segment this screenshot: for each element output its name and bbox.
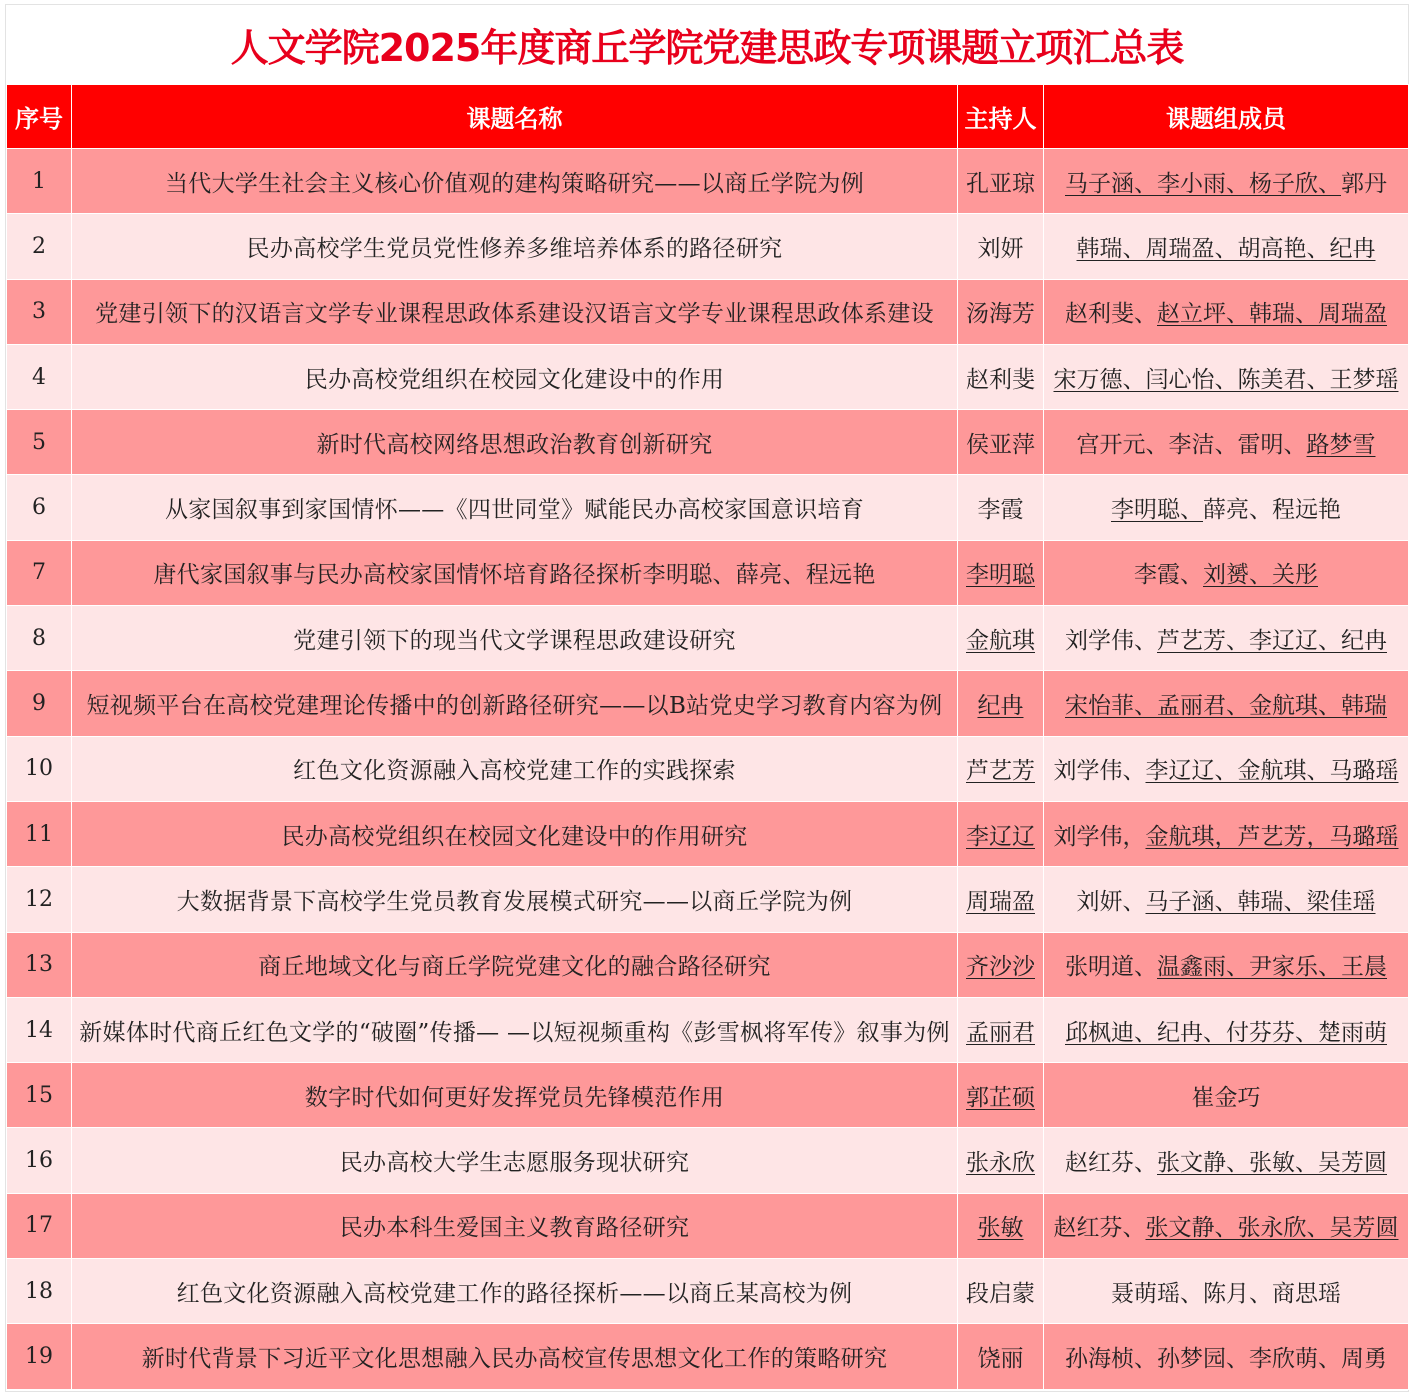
table-row bbox=[7, 214, 1409, 279]
members-plain: 刘学伟， bbox=[1053, 823, 1146, 850]
cell-no: 19 bbox=[7, 1324, 72, 1389]
cell-members bbox=[1044, 671, 1409, 736]
table-header-row bbox=[7, 85, 1409, 149]
host-name: 芦艺芳 bbox=[966, 758, 1035, 785]
cell-no: 3 bbox=[7, 279, 72, 344]
members-plain: 聂萌瑶、陈月、商思瑶 bbox=[1111, 1280, 1341, 1307]
table-row bbox=[7, 149, 1409, 214]
cell-title: 民办本科生爱国主义教育路径研究 bbox=[72, 1193, 958, 1258]
members-plain: 崔金巧 bbox=[1191, 1084, 1261, 1111]
members-plain: 赵红芬、 bbox=[1053, 1215, 1146, 1242]
cell-members bbox=[1044, 1259, 1409, 1324]
host-name: 李霞 bbox=[977, 497, 1024, 524]
cell-no: 14 bbox=[7, 997, 72, 1062]
table-row bbox=[7, 1324, 1409, 1389]
cell-no: 17 bbox=[7, 1193, 72, 1258]
cell-host bbox=[958, 736, 1044, 801]
table-row bbox=[7, 932, 1409, 997]
cell-no: 11 bbox=[7, 801, 72, 866]
cell-title: 短视频平台在高校党建理论传播中的创新路径研究——以B站党史学习教育内容为例 bbox=[72, 671, 958, 736]
host-name: 李辽辽 bbox=[966, 823, 1035, 850]
members-tail: 郭丹 bbox=[1341, 170, 1387, 197]
members-underlined: 温鑫雨、尹家乐、王晨 bbox=[1157, 954, 1387, 981]
cell-no: 8 bbox=[7, 606, 72, 671]
cell-members bbox=[1044, 344, 1409, 409]
host-name: 侯亚萍 bbox=[966, 431, 1035, 458]
host-name: 纪冉 bbox=[977, 693, 1024, 720]
cell-no: 15 bbox=[7, 1063, 72, 1128]
cell-no: 9 bbox=[7, 671, 72, 736]
table-row bbox=[7, 410, 1409, 475]
members-underlined: 李辽辽、金航琪、马璐瑶 bbox=[1145, 758, 1399, 785]
host-name: 李明聪 bbox=[966, 562, 1035, 589]
cell-host bbox=[958, 801, 1044, 866]
members-tail: 薛亮、程远艳 bbox=[1203, 497, 1341, 524]
members-underlined: 宋怡菲、孟丽君、金航琪、韩瑞 bbox=[1065, 693, 1387, 720]
cell-members bbox=[1044, 932, 1409, 997]
members-plain: 刘学伟、 bbox=[1065, 627, 1157, 654]
cell-no: 18 bbox=[7, 1259, 72, 1324]
cell-members bbox=[1044, 475, 1409, 540]
cell-members bbox=[1044, 279, 1409, 344]
header-no: 序号 bbox=[7, 85, 72, 149]
header-title: 课题名称 bbox=[72, 85, 958, 149]
cell-title: 民办高校党组织在校园文化建设中的作用研究 bbox=[72, 801, 958, 866]
cell-members bbox=[1044, 801, 1409, 866]
members-underlined: 马子涵、韩瑞、梁佳瑶 bbox=[1145, 888, 1376, 915]
members-underlined: 宋万德、闫心怡、陈美君、王梦瑶 bbox=[1053, 366, 1399, 393]
members-underlined: 芦艺芳、李辽辽、纪冉 bbox=[1157, 627, 1387, 654]
host-name: 金航琪 bbox=[966, 627, 1035, 654]
cell-title: 从家国叙事到家国情怀——《四世同堂》赋能民办高校家国意识培育 bbox=[72, 475, 958, 540]
members-plain: 宫开元、李洁、雷明、 bbox=[1076, 431, 1307, 458]
members-underlined: 张文静、张敏、吴芳圆 bbox=[1157, 1150, 1387, 1177]
cell-no: 1 bbox=[7, 149, 72, 214]
cell-title: 新时代背景下习近平文化思想融入民办高校宣传思想文化工作的策略研究 bbox=[72, 1324, 958, 1389]
cell-no: 16 bbox=[7, 1128, 72, 1193]
cell-host bbox=[958, 1259, 1044, 1324]
cell-host bbox=[958, 279, 1044, 344]
table-body bbox=[7, 149, 1409, 1390]
cell-members bbox=[1044, 1128, 1409, 1193]
cell-members bbox=[1044, 410, 1409, 475]
cell-title: 当代大学生社会主义核心价值观的建构策略研究——以商丘学院为例 bbox=[72, 149, 958, 214]
cell-title: 党建引领下的汉语言文学专业课程思政体系建设汉语言文学专业课程思政体系建设 bbox=[72, 279, 958, 344]
cell-members bbox=[1044, 149, 1409, 214]
cell-members bbox=[1044, 540, 1409, 605]
table-row bbox=[7, 344, 1409, 409]
cell-host bbox=[958, 410, 1044, 475]
members-underlined: 邱枫迪、纪冉、付芬芬、楚雨萌 bbox=[1065, 1019, 1387, 1046]
cell-title: 党建引领下的现当代文学课程思政建设研究 bbox=[72, 606, 958, 671]
page-title: 人文学院2025年度商丘学院党建思政专项课题立项汇总表 bbox=[230, 26, 1184, 70]
table-row bbox=[7, 671, 1409, 736]
cell-members bbox=[1044, 1324, 1409, 1389]
cell-members bbox=[1044, 1193, 1409, 1258]
cell-no: 7 bbox=[7, 540, 72, 605]
cell-no: 2 bbox=[7, 214, 72, 279]
table-row bbox=[7, 279, 1409, 344]
cell-title: 新媒体时代商丘红色文学的“破圈”传播— —以短视频重构《彭雪枫将军传》叙事为例 bbox=[72, 997, 958, 1062]
host-name: 刘妍 bbox=[977, 235, 1024, 262]
host-name: 赵利斐 bbox=[966, 366, 1035, 393]
host-name: 周瑞盈 bbox=[966, 888, 1035, 915]
cell-host bbox=[958, 932, 1044, 997]
host-name: 齐沙沙 bbox=[966, 954, 1035, 981]
cell-no: 13 bbox=[7, 932, 72, 997]
members-plain: 刘学伟、 bbox=[1053, 758, 1146, 785]
cell-title: 民办高校大学生志愿服务现状研究 bbox=[72, 1128, 958, 1193]
title-bar bbox=[6, 5, 1408, 84]
host-name: 饶丽 bbox=[977, 1345, 1024, 1372]
table-row bbox=[7, 1193, 1409, 1258]
cell-no: 12 bbox=[7, 867, 72, 932]
members-underlined: 路梦雪 bbox=[1306, 431, 1376, 458]
members-underlined: 张文静、张永欣、吴芳圆 bbox=[1145, 1215, 1399, 1242]
host-name: 张敏 bbox=[977, 1215, 1024, 1242]
cell-host bbox=[958, 1128, 1044, 1193]
host-name: 段启蒙 bbox=[966, 1280, 1035, 1307]
header-members: 课题组成员 bbox=[1044, 85, 1409, 149]
table-row bbox=[7, 1128, 1409, 1193]
cell-host bbox=[958, 149, 1044, 214]
members-underlined: 刘赟、关彤 bbox=[1203, 562, 1318, 589]
host-name: 孔亚琼 bbox=[966, 170, 1035, 197]
members-plain: 赵红芬、 bbox=[1065, 1150, 1157, 1177]
cell-host bbox=[958, 671, 1044, 736]
members-underlined: 金航琪，芦艺芳，马璐瑶 bbox=[1145, 823, 1399, 850]
host-name: 孟丽君 bbox=[966, 1019, 1035, 1046]
cell-host bbox=[958, 1193, 1044, 1258]
cell-host bbox=[958, 1324, 1044, 1389]
host-name: 汤海芳 bbox=[966, 301, 1035, 328]
members-underlined: 赵立坪、韩瑞、周瑞盈 bbox=[1157, 301, 1387, 328]
cell-members bbox=[1044, 867, 1409, 932]
cell-host bbox=[958, 214, 1044, 279]
members-underlined: 李明聪、 bbox=[1111, 497, 1203, 524]
members-plain: 赵利斐、 bbox=[1065, 301, 1157, 328]
cell-no: 6 bbox=[7, 475, 72, 540]
cell-members bbox=[1044, 606, 1409, 671]
cell-title: 红色文化资源融入高校党建工作的路径探析——以商丘某高校为例 bbox=[72, 1259, 958, 1324]
table-row bbox=[7, 997, 1409, 1062]
members-plain: 刘妍、 bbox=[1076, 888, 1146, 915]
cell-title: 数字时代如何更好发挥党员先锋模范作用 bbox=[72, 1063, 958, 1128]
table-row bbox=[7, 1259, 1409, 1324]
cell-members bbox=[1044, 1063, 1409, 1128]
table-row bbox=[7, 475, 1409, 540]
cell-title: 民办高校学生党员党性修养多维培养体系的路径研究 bbox=[72, 214, 958, 279]
table-row bbox=[7, 606, 1409, 671]
cell-title: 新时代高校网络思想政治教育创新研究 bbox=[72, 410, 958, 475]
members-underlined: 马子涵、李小雨、杨子欣、 bbox=[1065, 170, 1341, 197]
cell-host bbox=[958, 997, 1044, 1062]
cell-no: 5 bbox=[7, 410, 72, 475]
table-row bbox=[7, 867, 1409, 932]
table-row bbox=[7, 1063, 1409, 1128]
cell-host bbox=[958, 606, 1044, 671]
cell-host bbox=[958, 1063, 1044, 1128]
host-name: 张永欣 bbox=[966, 1150, 1035, 1177]
members-plain: 孙海桢、孙梦园、李欣萌、周勇 bbox=[1065, 1345, 1387, 1372]
members-underlined: 韩瑞、周瑞盈、胡高艳、纪冉 bbox=[1076, 235, 1376, 262]
cell-members bbox=[1044, 736, 1409, 801]
cell-members bbox=[1044, 997, 1409, 1062]
cell-host bbox=[958, 867, 1044, 932]
cell-no: 4 bbox=[7, 344, 72, 409]
cell-members bbox=[1044, 214, 1409, 279]
cell-title: 唐代家国叙事与民办高校家国情怀培育路径探析李明聪、薛亮、程远艳 bbox=[72, 540, 958, 605]
members-plain: 李霞、 bbox=[1134, 562, 1203, 589]
cell-title: 商丘地域文化与商丘学院党建文化的融合路径研究 bbox=[72, 932, 958, 997]
host-name: 郭芷硕 bbox=[966, 1084, 1035, 1111]
cell-title: 红色文化资源融入高校党建工作的实践探索 bbox=[72, 736, 958, 801]
header-host: 主持人 bbox=[958, 85, 1044, 149]
cell-title: 民办高校党组织在校园文化建设中的作用 bbox=[72, 344, 958, 409]
cell-host bbox=[958, 344, 1044, 409]
cell-no: 10 bbox=[7, 736, 72, 801]
members-plain: 张明道、 bbox=[1065, 954, 1157, 981]
cell-host bbox=[958, 540, 1044, 605]
cell-title: 大数据背景下高校学生党员教育发展模式研究——以商丘学院为例 bbox=[72, 867, 958, 932]
projects-table bbox=[6, 84, 1409, 1390]
table-row bbox=[7, 801, 1409, 866]
table-row bbox=[7, 540, 1409, 605]
cell-host bbox=[958, 475, 1044, 540]
table-row bbox=[7, 736, 1409, 801]
